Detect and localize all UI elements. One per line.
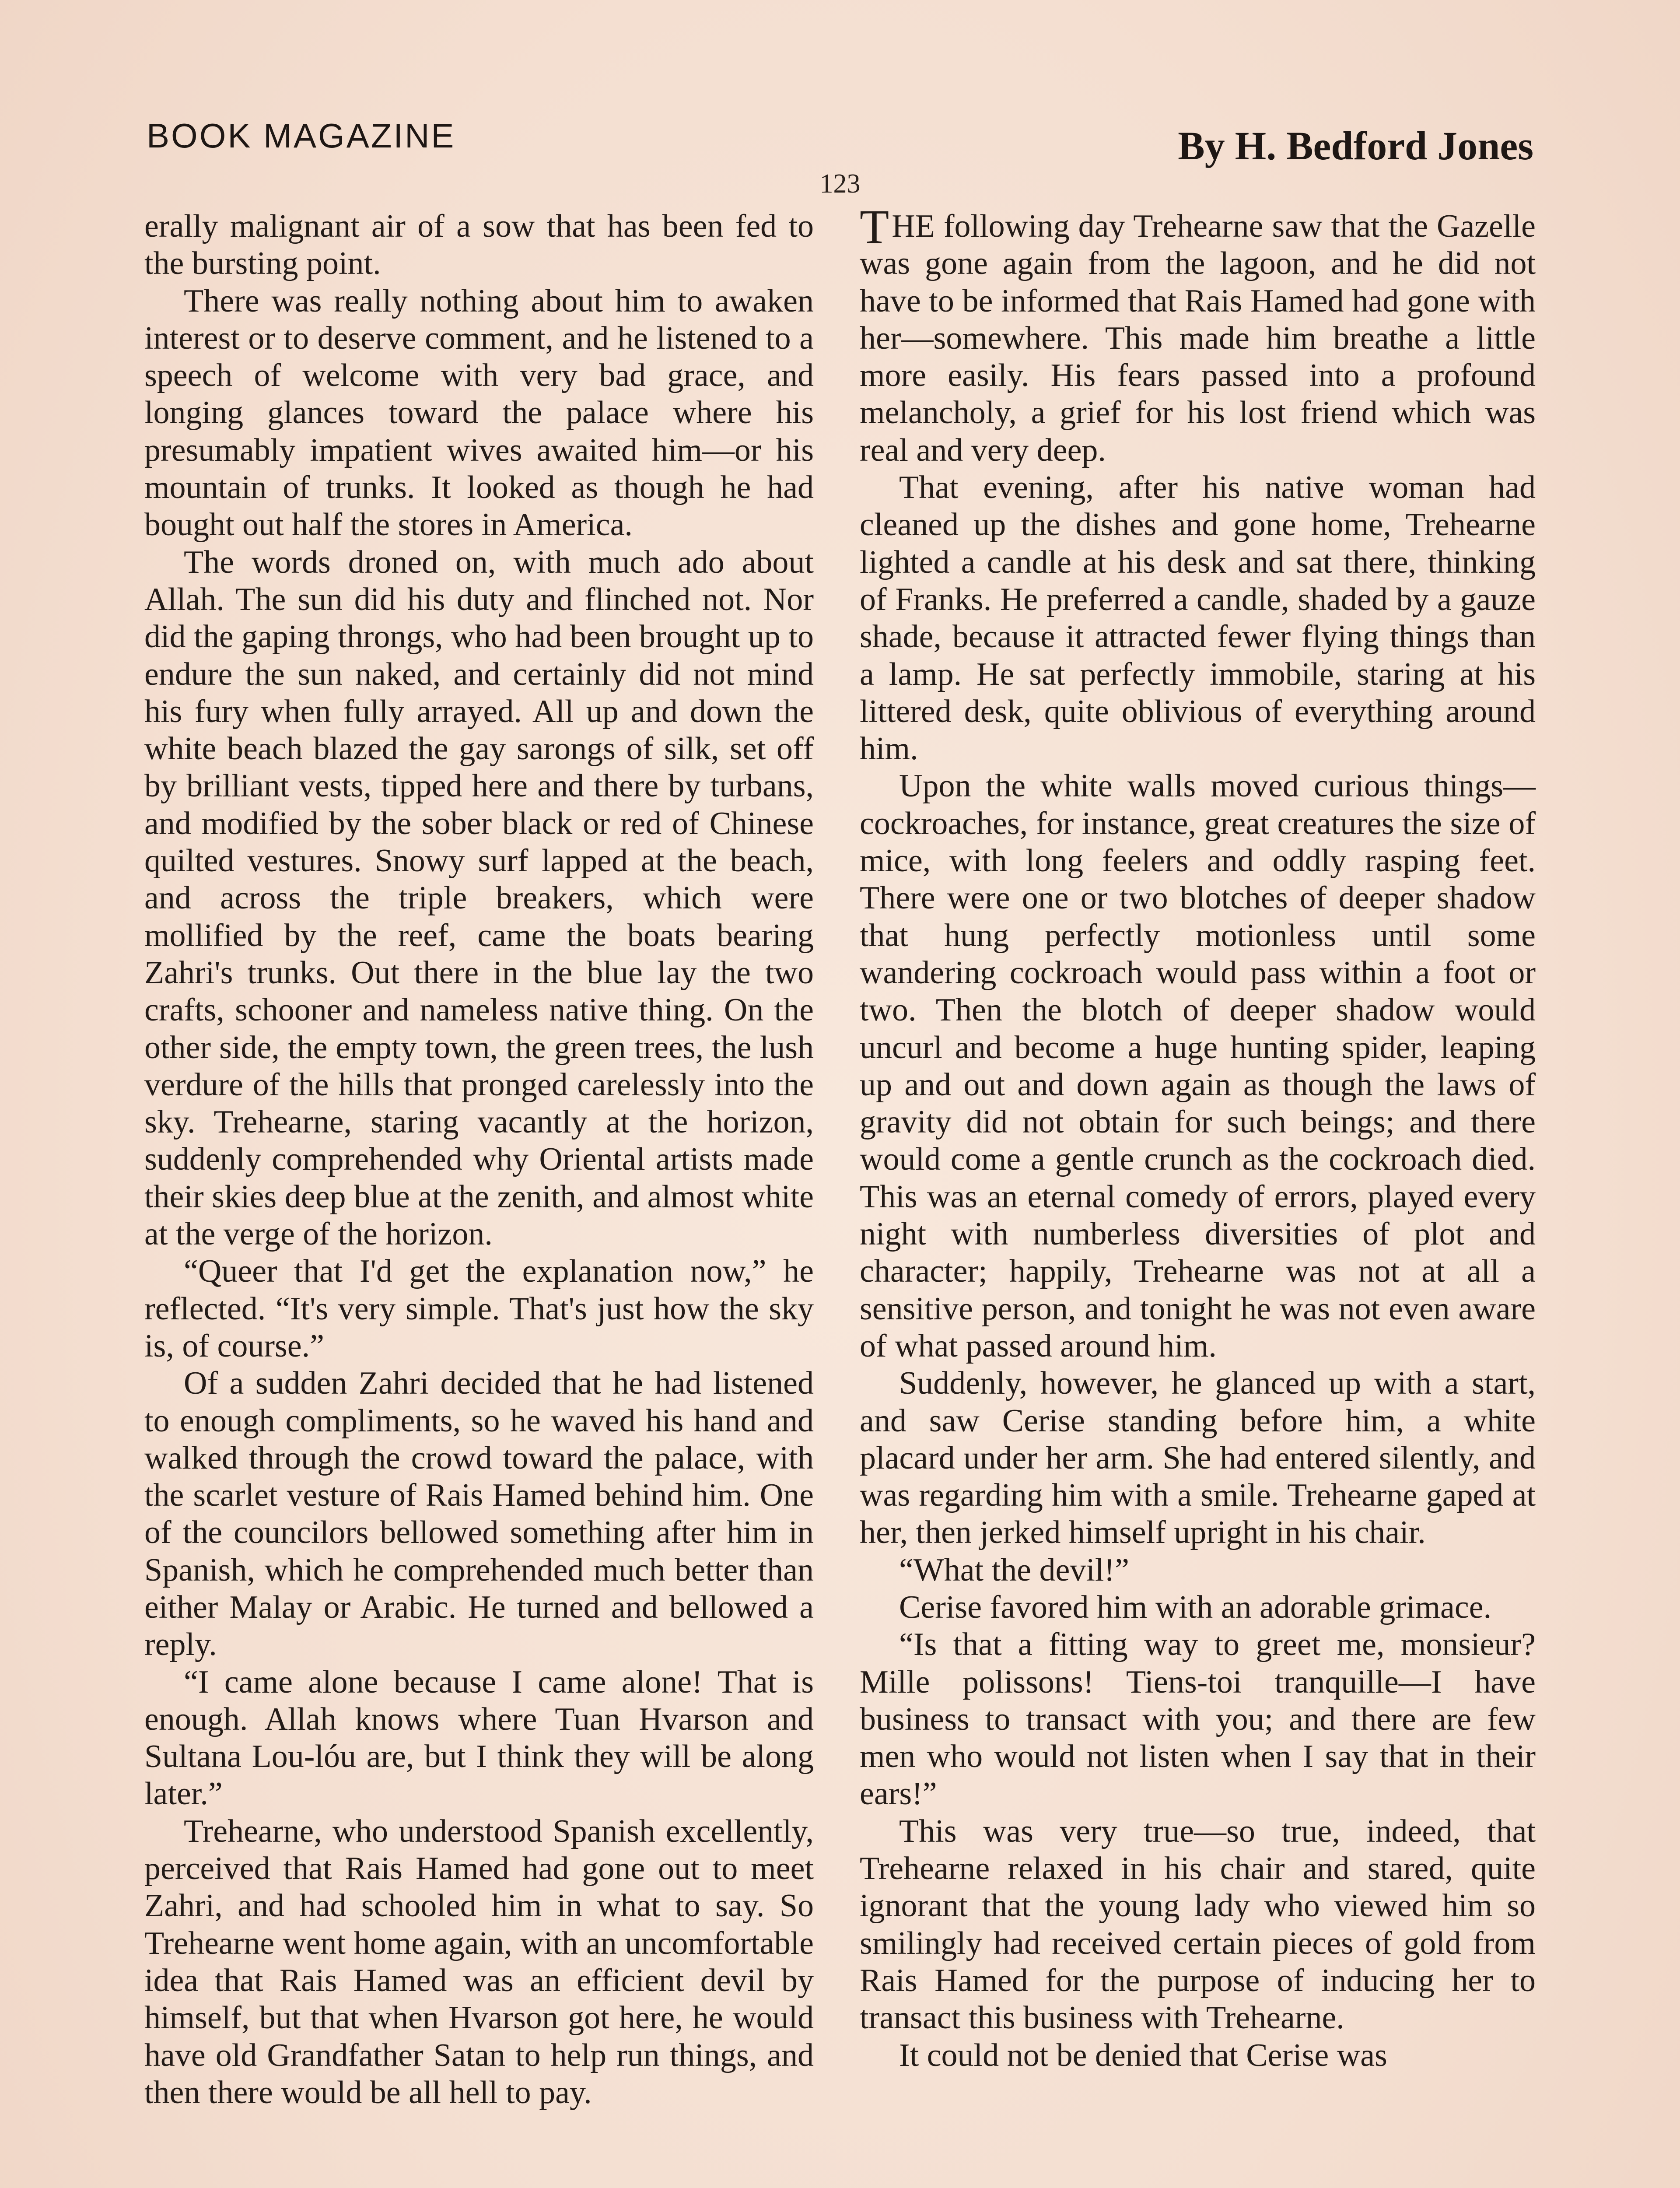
paragraph: “What the devil!” <box>899 1552 1129 1588</box>
paragraph: Trehearne, who understood Spanish excellently, perceived that Rais Hamed had gone out to meet Zahri, and had schooled him in what to say. So Trehearne went home again, with an uncomfortable idea that Rais Hamed was an efficient devil by himself, but that when Hvarson got here, he would have old Grandfather Satan to help run things, and then there would be all hell to pay. <box>144 1813 814 2111</box>
drop-cap: T <box>860 200 889 253</box>
paragraph: This was very true—so true, indeed, that Trehearne relaxed in his chair and stared, quite ignorant that the young lady who viewed him so smilingly had received certain pieces of gold from Rais Hamed for the purpose of inducing her to transact this business with Trehearne. <box>860 1813 1536 2036</box>
paragraph: That evening, after his native woman had cleaned up the dishes and gone home, Trehearne lighted a candle at his desk and sat there, thinking of Franks. He preferred a candle, shaded by a gauze shade, because it attracted fewer flying things than a lamp. He sat perfectly immobile, staring at his littered desk, quite oblivious of everything around him. <box>860 470 1536 767</box>
author-byline: By H. Bedford Jones <box>1178 123 1533 168</box>
paragraph: erally malignant air of a sow that has been fed to the bursting point. <box>144 208 814 282</box>
magazine-title: BOOK MAGAZINE <box>147 116 456 155</box>
left-text-column <box>144 208 814 2111</box>
paragraph: Suddenly, however, he glanced up with a start, and saw Cerise standing before him, a white placard under her arm. She had entered silently, and was regarding him with a smile. Trehearne gaped at her, then jerked himself upright in his chair. <box>860 1365 1536 1551</box>
paragraph: “Queer that I'd get the explanation now,” he reflected. “It's very simple. That's just how the sky is, of course.” <box>144 1253 814 1364</box>
page-number: 123 <box>819 169 861 199</box>
paragraph: “Is that a fitting way to greet me, monsieur? Mille polissons! Tiens-toi tranquille—I have business to transact with you; and there are few men who would not listen when I say that in their ears!” <box>860 1627 1536 1812</box>
paragraph: It could not be denied that Cerise was <box>899 2037 1387 2073</box>
paragraph: “I came alone because I came alone! That is enough. Allah knows where Tuan Hvarson and Sultana Lou-lóu are, but I think they will be along later.” <box>144 1664 814 1812</box>
paragraph: Of a sudden Zahri decided that he had listened to enough compliments, so he waved his hand and walked through the crowd toward the palace, with the scarlet vesture of Rais Hamed behind him. One of the councilors bellowed something after him in Spanish, which he comprehended much better than either Malay or Arabic. He turned and bellowed a reply. <box>144 1365 814 1663</box>
opening-paragraph <box>860 200 1536 469</box>
paragraph: There was really nothing about him to awaken interest or to deserve comment, and he listened to a speech of welcome with very bad grace, and longing glances toward the palace where his presumably impatient wives awaited him—or his mountain of trunks. It looked as though he had bought out half the stores in America. <box>144 283 814 543</box>
paragraph: Cerise favored him with an adorable grimace. <box>899 1589 1492 1625</box>
opening-text: HE following day Trehearne saw that the Gazelle was gone again from the lagoon, and he did not have to be informed that Rais Hamed had gone with her—somewhere. This made him breathe a little more easily. His fears passed into a profound melancholy, a grief for his lost friend which was real and very deep. <box>860 208 1536 468</box>
paragraph: The words droned on, with much ado about Allah. The sun did his duty and flinched not. Nor did the gaping throngs, who had been brought up to endure the sun naked, and certainly did not mind his fury when fully arrayed. All up and down the white beach blazed the gay sarongs of silk, set off by brilliant vests, tipped here and there by turbans, and modified by the sober black or red of Chinese quilted vestures. Snowy surf lapped at the beach, and across the triple breakers, which were mollified by the reef, came the boats bearing Zahri's trunks. Out there in the blue lay the two crafts, schooner and nameless native thing. On the other side, the empty town, the green trees, the lush verdure of the hills that pronged carelessly into the sky. Trehearne, staring vacantly at the horizon, suddenly comprehended why Oriental artists made their skies deep blue at the zenith, and almost white at the verge of the horizon. <box>144 544 814 1252</box>
paragraph: Upon the white walls moved curious things—cockroaches, for instance, great creatures the size of mice, with long feelers and oddly rasping feet. There were one or two blotches of deeper shadow that hung perfectly motionless until some wandering cockroach would pass within a foot or two. Then the blotch of deeper shadow would uncurl and become a huge hunting spider, leaping up and out and down again as though the laws of gravity did not obtain for such beings; and there would come a gentle crunch as the cockroach died. This was an eternal comedy of errors, played every night with numberless diversities of plot and character; happily, Trehearne was not at all a sensitive person, and tonight he was not even aware of what passed around him. <box>860 768 1536 1364</box>
right-text-column <box>860 200 1536 2074</box>
